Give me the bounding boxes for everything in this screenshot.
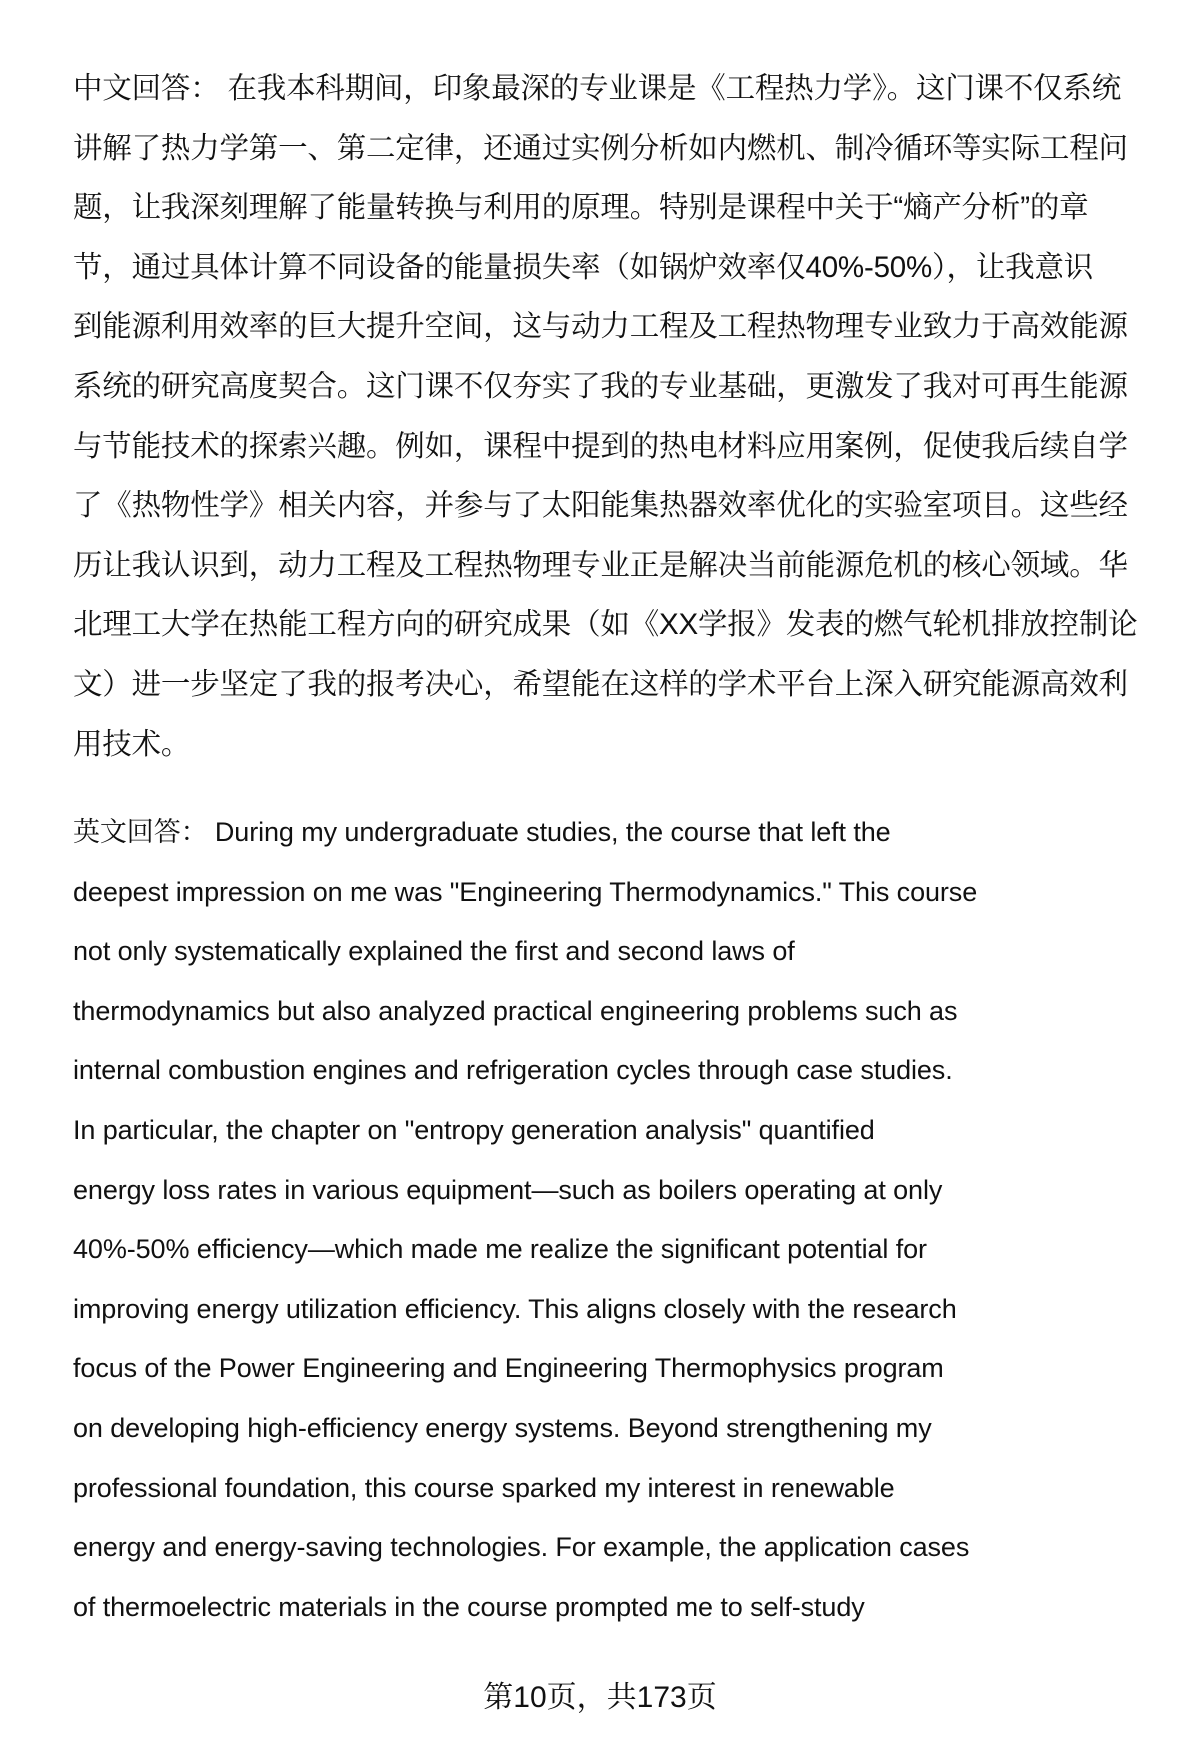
text-line: 节，通过具体计算不同设备的能量损失率（如锅炉效率仅40%-50%），让我意识: [73, 250, 1094, 284]
chinese-answer-paragraph: [73, 59, 1163, 774]
text-line: improving energy utilization efficiency. This aligns closely with the research: [73, 1293, 957, 1324]
text-line: thermodynamics but also analyzed practical engineering problems such as: [73, 995, 958, 1026]
text-line: on developing high-efficiency energy systems. Beyond strengthening my: [73, 1412, 932, 1443]
text-line: deepest impression on me was "Engineering Thermodynamics." This course: [73, 876, 978, 907]
text-line: not only systematically explained the first and second laws of: [73, 936, 795, 967]
text-line: 40%-50% efficiency—which made me realize the significant potential for: [73, 1234, 927, 1265]
text-line: 文）进一步坚定了我的报考决心，希望能在这样的学术平台上深入研究能源高效利: [73, 667, 1128, 701]
text-line: internal combustion engines and refrigeration cycles through case studies.: [73, 1055, 953, 1086]
text-line: focus of the Power Engineering and Engineering Thermophysics program: [73, 1353, 944, 1384]
text-line: 系统的研究高度契合。这门课不仅夯实了我的专业基础，更激发了我对可再生能源: [73, 369, 1128, 403]
text-line: 讲解了热力学第一、第二定律，还通过实例分析如内燃机、制冷循环等实际工程问: [73, 131, 1128, 165]
english-answer-paragraph: [73, 803, 1163, 1637]
text-line: 用技术。: [73, 727, 191, 761]
text-line: In particular, the chapter on "entropy generation analysis" quantified: [73, 1114, 875, 1145]
text-line: of thermoelectric materials in the course prompted me to self-study: [73, 1591, 865, 1622]
text-line: energy loss rates in various equipment—such as boilers operating at only: [73, 1174, 943, 1205]
text-line: 到能源利用效率的巨大提升空间，这与动力工程及工程热物理专业致力于高效能源: [73, 310, 1128, 344]
text-line: energy and energy-saving technologies. For example, the application cases: [73, 1532, 970, 1563]
text-line: 了《热物性学》相关内容，并参与了太阳能集热器效率优化的实验室项目。这些经: [73, 489, 1128, 523]
page-number: 第10页，共173页: [483, 1681, 717, 1714]
text-line: 与节能技术的探索兴趣。例如，课程中提到的热电材料应用案例，促使我后续自学: [73, 429, 1128, 463]
text-line: professional foundation, this course sparked my interest in renewable: [73, 1472, 895, 1503]
text-line: 北理工大学在热能工程方向的研究成果（如《XX学报》发表的燃气轮机排放控制论: [73, 608, 1138, 642]
text-line: 历让我认识到，动力工程及工程热物理专业正是解决当前能源危机的核心领域。华: [73, 548, 1128, 582]
text-line: 题，让我深刻理解了能量转换与利用的原理。特别是课程中关于“熵产分析”的章: [73, 191, 1089, 225]
text-line: 英文回答： During my undergraduate studies, the course that left the: [73, 817, 891, 847]
text-line: 中文回答： 在我本科期间，印象最深的专业课是《工程热力学》。这门课不仅系统: [73, 72, 1122, 105]
